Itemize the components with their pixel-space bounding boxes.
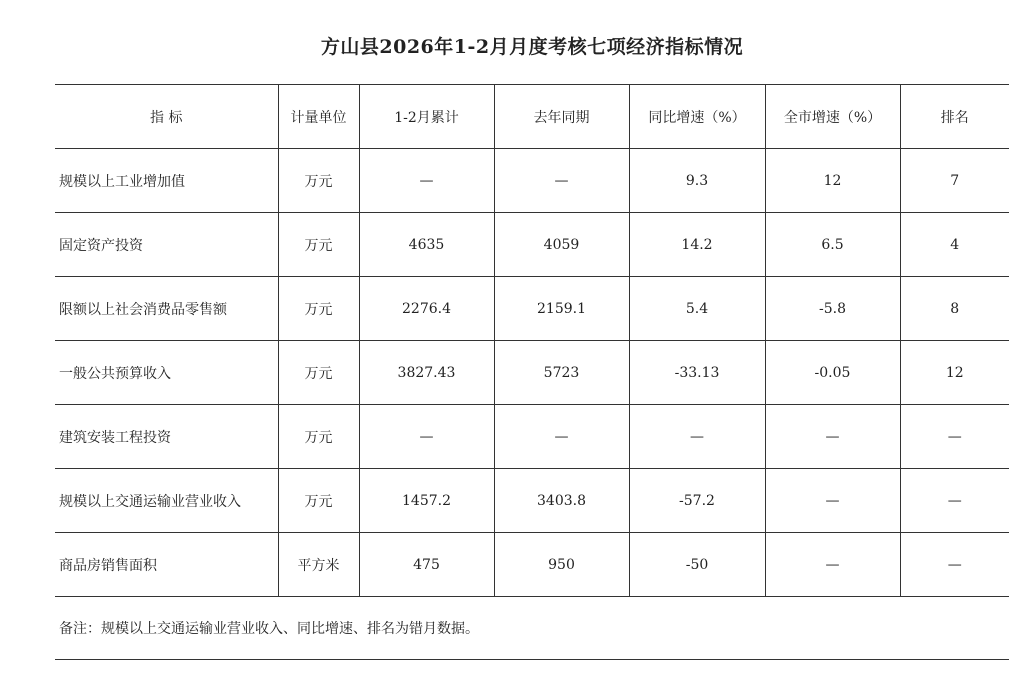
page-title: 方山县2026年1-2月月度考核七项经济指标情况 xyxy=(320,36,744,58)
table-note: 备注：规模以上交通运输业营业收入、同比增速、排名为错月数据。 xyxy=(55,597,1009,660)
rank-cell: 7 xyxy=(900,149,1009,213)
last-year-cell: 3403.8 xyxy=(494,469,629,533)
yoy-growth-cell: 14.2 xyxy=(629,213,765,277)
cumulative-cell: — xyxy=(359,149,494,213)
cumulative-cell: 2276.4 xyxy=(359,277,494,341)
table-row xyxy=(55,277,1009,341)
yoy-growth-cell: 9.3 xyxy=(629,149,765,213)
city-growth-cell: — xyxy=(765,405,900,469)
unit-cell: 万元 xyxy=(278,405,359,469)
city-growth-cell: — xyxy=(765,469,900,533)
table-header-row xyxy=(55,85,1009,149)
cumulative-cell: — xyxy=(359,405,494,469)
city-growth-cell: — xyxy=(765,533,900,597)
unit-cell: 万元 xyxy=(278,341,359,405)
cumulative-cell: 1457.2 xyxy=(359,469,494,533)
last-year-cell: — xyxy=(494,149,629,213)
indicator-name: 限额以上社会消费品零售额 xyxy=(55,277,278,341)
rank-cell: — xyxy=(900,533,1009,597)
city-growth-cell: -5.8 xyxy=(765,277,900,341)
unit-cell: 万元 xyxy=(278,149,359,213)
header-unit: 计量单位 xyxy=(278,85,359,149)
header-city-growth: 全市增速（%） xyxy=(765,85,900,149)
cumulative-cell: 4635 xyxy=(359,213,494,277)
cumulative-cell: 475 xyxy=(359,533,494,597)
yoy-growth-cell: — xyxy=(629,405,765,469)
last-year-cell: 2159.1 xyxy=(494,277,629,341)
header-cumulative: 1-2月累计 xyxy=(359,85,494,149)
indicator-name: 建筑安装工程投资 xyxy=(55,405,278,469)
last-year-cell: — xyxy=(494,405,629,469)
table-row xyxy=(55,341,1009,405)
rank-cell: — xyxy=(900,405,1009,469)
indicator-table xyxy=(55,84,1009,660)
yoy-growth-cell: -50 xyxy=(629,533,765,597)
rank-cell: 12 xyxy=(900,341,1009,405)
header-rank: 排名 xyxy=(900,85,1009,149)
unit-cell: 万元 xyxy=(278,469,359,533)
unit-cell: 万元 xyxy=(278,213,359,277)
note-row xyxy=(55,597,1009,660)
header-yoy-growth: 同比增速（%） xyxy=(629,85,765,149)
unit-cell: 万元 xyxy=(278,277,359,341)
yoy-growth-cell: -57.2 xyxy=(629,469,765,533)
header-last-year: 去年同期 xyxy=(494,85,629,149)
rank-cell: 4 xyxy=(900,213,1009,277)
table-row xyxy=(55,405,1009,469)
table-row xyxy=(55,213,1009,277)
city-growth-cell: -0.05 xyxy=(765,341,900,405)
indicator-name: 固定资产投资 xyxy=(55,213,278,277)
table-row xyxy=(55,533,1009,597)
indicator-name: 一般公共预算收入 xyxy=(55,341,278,405)
table-row xyxy=(55,149,1009,213)
table-row xyxy=(55,469,1009,533)
indicator-name: 商品房销售面积 xyxy=(55,533,278,597)
yoy-growth-cell: 5.4 xyxy=(629,277,765,341)
yoy-growth-cell: -33.13 xyxy=(629,341,765,405)
city-growth-cell: 6.5 xyxy=(765,213,900,277)
rank-cell: 8 xyxy=(900,277,1009,341)
rank-cell: — xyxy=(900,469,1009,533)
last-year-cell: 5723 xyxy=(494,341,629,405)
indicator-name: 规模以上交通运输业营业收入 xyxy=(55,469,278,533)
last-year-cell: 4059 xyxy=(494,213,629,277)
city-growth-cell: 12 xyxy=(765,149,900,213)
unit-cell: 平方米 xyxy=(278,533,359,597)
header-indicator: 指 标 xyxy=(55,85,278,149)
cumulative-cell: 3827.43 xyxy=(359,341,494,405)
indicator-name: 规模以上工业增加值 xyxy=(55,149,278,213)
last-year-cell: 950 xyxy=(494,533,629,597)
